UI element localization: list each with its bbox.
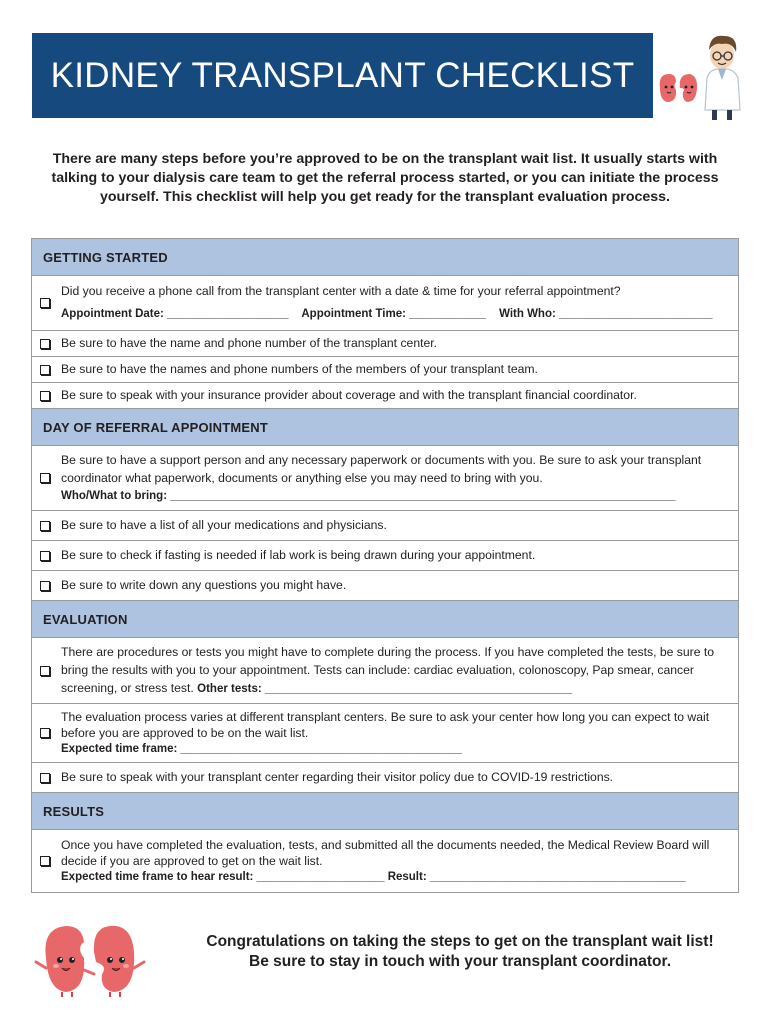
checklist-item — [32, 763, 738, 793]
section-header-results: RESULTS — [32, 793, 738, 830]
item-text: Be sure to speak with your transplant center regarding their visitor policy due to COVID-19 restrictions. — [61, 770, 614, 784]
other-tests-field[interactable]: Other tests: ________________________________________________ — [197, 683, 572, 695]
checklist-item — [32, 357, 738, 383]
checkbox-icon[interactable] — [40, 298, 50, 308]
with-who-field[interactable]: With Who: ________________________ — [499, 308, 713, 320]
expected-result-time-field[interactable]: Expected time frame to hear result: ____________________ — [61, 871, 385, 883]
item-text: Be sure to check if fasting is needed if lab work is being drawn during your appointment. — [61, 548, 536, 562]
checklist-item — [32, 571, 738, 601]
item-text: Be sure to have the name and phone number of the transplant center. — [61, 336, 438, 350]
doctor-kidney-mascot-icon — [652, 30, 757, 122]
results-fields — [61, 869, 732, 885]
item-text: Be sure to write down any questions you might have. — [61, 578, 347, 592]
section-header-evaluation: EVALUATION — [32, 601, 738, 638]
checklist-item — [32, 383, 738, 409]
item-text: The evaluation process varies at different transplant centers. Be sure to ask your center how long you can expect to wait before you are approved to be on the wait list. — [61, 710, 710, 740]
checkbox-icon[interactable] — [40, 551, 50, 561]
item-text: There are procedures or tests you might have to complete during the process. If you have completed the tests, be sure to bring the results with you to your appointment. Tests can include: cardiac evaluation, colonoscopy, Pap smear, cancer screening, or stress test. — [61, 645, 715, 695]
checkbox-icon[interactable] — [40, 473, 50, 483]
item-text: Be sure to speak with your insurance provider about coverage and with the transplant financial coordinator. — [61, 388, 637, 402]
checkbox-icon[interactable] — [40, 339, 50, 349]
checkbox-icon[interactable] — [40, 856, 50, 866]
checkbox-icon[interactable] — [40, 521, 50, 531]
checklist-item — [32, 446, 738, 511]
checklist-table — [31, 238, 739, 893]
checklist-item — [32, 331, 738, 357]
closing-line-1: Congratulations on taking the steps to get on the transplant wait list! — [206, 933, 714, 950]
checklist-item — [32, 704, 738, 763]
who-what-to-bring-field[interactable]: Who/What to bring: _______________________________________________________________________________ — [61, 490, 676, 502]
checkbox-icon[interactable] — [40, 581, 50, 591]
kidney-pair-mascot-icon — [32, 918, 157, 998]
checkbox-icon[interactable] — [40, 391, 50, 401]
checklist-item — [32, 276, 738, 331]
checkbox-icon[interactable] — [40, 365, 50, 375]
page-title: KIDNEY TRANSPLANT CHECKLIST — [50, 55, 635, 95]
item-text: Did you receive a phone call from the transplant center with a date & time for your referral appointment? — [61, 284, 621, 298]
checklist-item — [32, 830, 738, 892]
item-text: Be sure to have a list of all your medications and physicians. — [61, 518, 387, 532]
item-text: Once you have completed the evaluation, tests, and submitted all the documents needed, the Medical Review Board will decide if you are approved to get on the wait list. — [61, 838, 710, 868]
checkbox-icon[interactable] — [40, 728, 50, 738]
expected-time-frame-field[interactable]: Expected time frame: ____________________________________________ — [61, 743, 462, 755]
result-field[interactable]: Result: ________________________________________ — [387, 871, 686, 883]
section-header-day-of-referral: DAY OF REFERRAL APPOINTMENT — [32, 409, 738, 446]
title-banner — [32, 33, 653, 118]
closing-line-2: Be sure to stay in touch with your transplant coordinator. — [249, 953, 671, 970]
item-text: Be sure to have a support person and any necessary paperwork or documents with you. Be sure to ask your transplant coordinator what paperwork, documents or anything else you may need to bring with you. — [61, 453, 702, 485]
item-text: Be sure to have the names and phone numbers of the members of your transplant team. — [61, 362, 538, 376]
appointment-time-field[interactable]: Appointment Time: ____________ — [301, 308, 486, 320]
closing-message — [160, 932, 760, 972]
appointment-fields — [61, 304, 732, 324]
checkbox-icon[interactable] — [40, 666, 50, 676]
section-header-getting-started: GETTING STARTED — [32, 239, 738, 276]
checklist-item — [32, 638, 738, 704]
checkbox-icon[interactable] — [40, 773, 50, 783]
checklist-item — [32, 541, 738, 571]
intro-paragraph: There are many steps before you’re approved to be on the transplant wait list. It usually starts with talking to your dialysis care team to get the referral process started, or you can initiate the process yourself. This checklist will help you get ready for the transplant evaluation process. — [51, 151, 719, 205]
checklist-item — [32, 511, 738, 541]
appointment-date-field[interactable]: Appointment Date: ___________________ — [61, 308, 289, 320]
